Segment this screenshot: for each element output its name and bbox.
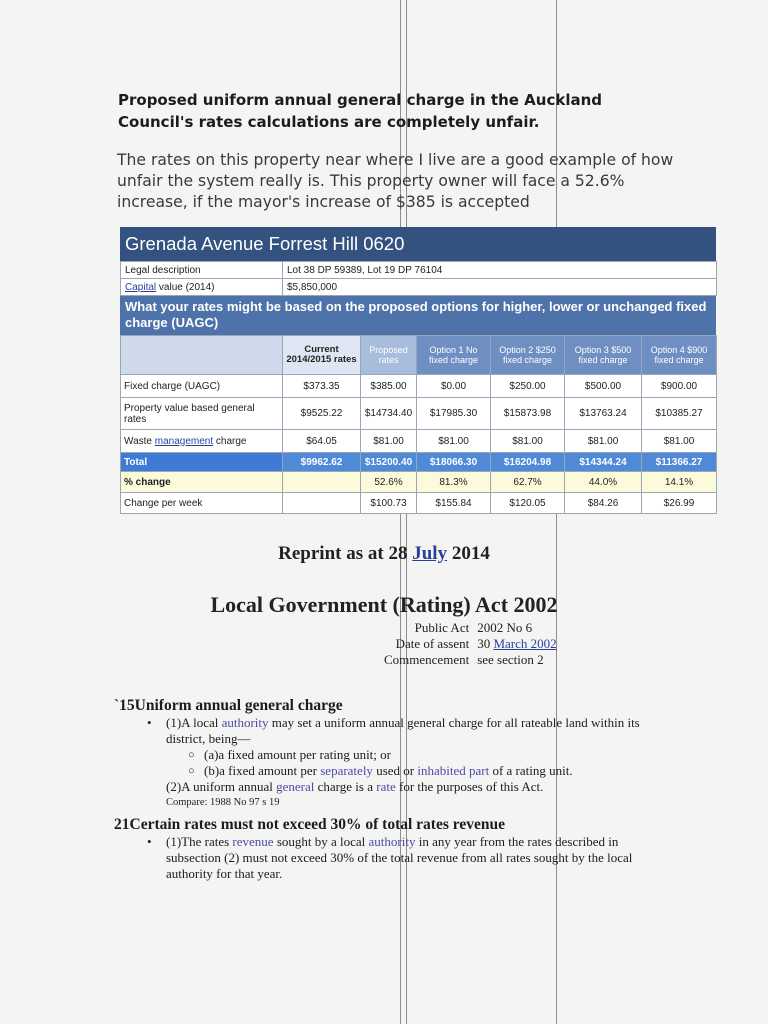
- section-15: [114, 697, 658, 810]
- s15-sub-b-b: used or: [372, 763, 418, 778]
- s15-sub-b-kw1: separately: [320, 763, 373, 778]
- section-21-heading: 21Certain rates must not exceed 30% of total rates revenue: [114, 816, 505, 833]
- legal-row: [121, 262, 717, 279]
- capital-value: $5,850,000: [283, 279, 717, 296]
- options-heading: What your rates might be based on the proposed options for higher, lower or unchanged fixed charge (UAGC): [120, 296, 716, 335]
- s15-p2-b: charge is a: [314, 779, 377, 794]
- table-cell: $81.00: [361, 430, 417, 453]
- table-cell: $18066.30: [417, 453, 491, 472]
- row-label: Change per week: [121, 493, 283, 514]
- act-meta: [380, 620, 561, 668]
- rates-summary: [120, 227, 716, 514]
- capital-label-rest: value (2014): [156, 281, 215, 293]
- column-header: Proposed rates: [361, 336, 417, 375]
- table-cell: [283, 493, 361, 514]
- public-act-row: [380, 620, 561, 636]
- capital-row: [121, 279, 717, 296]
- section-21-clause-1: [138, 834, 636, 882]
- july-link[interactable]: July: [412, 543, 448, 564]
- column-header: Option 2 $250 fixed charge: [491, 336, 565, 375]
- column-header: Option 1 No fixed charge: [417, 336, 491, 375]
- table-cell: $26.99: [642, 493, 717, 514]
- legal-label: Legal description: [121, 262, 283, 279]
- weekly-change-row: [121, 493, 717, 514]
- column-header: Option 4 $900 fixed charge: [642, 336, 717, 375]
- march-link[interactable]: March 2002: [493, 636, 557, 651]
- property-info-table: [120, 261, 717, 296]
- row-label: Fixed charge (UAGC): [121, 375, 283, 398]
- section-15-heading: `15Uniform annual general charge: [114, 697, 343, 714]
- table-cell: $81.00: [642, 430, 717, 453]
- table-cell: 14.1%: [642, 472, 717, 493]
- table-cell: 62.7%: [491, 472, 565, 493]
- s21-p1-kw1: revenue: [232, 834, 274, 849]
- s15-p2-c: for the purposes of this Act.: [395, 779, 544, 794]
- s21-p1-a: (1)The rates: [166, 834, 233, 849]
- s21-p1-kw2: authority: [368, 834, 416, 849]
- table-cell: $13763.24: [565, 398, 642, 430]
- table-cell: $9525.22: [283, 398, 361, 430]
- intro-paragraph: The rates on this property near where I live are a good example of how unfair the system really is. This property owner will face a 52.6% increase, if the mayor's increase of $385 is accepted: [117, 151, 674, 211]
- circle-bullet-icon: ○: [188, 765, 195, 777]
- capital-link[interactable]: Capital: [125, 281, 157, 293]
- table-cell: 52.6%: [361, 472, 417, 493]
- section-15-clause-2: [138, 779, 658, 795]
- table-cell: $100.73: [361, 493, 417, 514]
- percent-change-row: [121, 472, 717, 493]
- table-cell: $14344.24: [565, 453, 642, 472]
- table-cell: $81.00: [491, 430, 565, 453]
- commencement-value: see section 2: [477, 652, 544, 667]
- s21-p1-c: in any year from the rates described in subsection (2) must not exceed 30% of the total revenue from all rates sought by the local authority for that year.: [166, 834, 633, 881]
- s21-p1-b: sought by a local: [273, 834, 369, 849]
- table-cell: 44.0%: [565, 472, 642, 493]
- table-cell: $81.00: [417, 430, 491, 453]
- s15-p1-a: (1)A local: [166, 715, 222, 730]
- reprint-post: 2014: [447, 543, 490, 564]
- column-header: Option 3 $500 fixed charge: [565, 336, 642, 375]
- assent-value: [473, 636, 560, 652]
- row-label: Total: [121, 453, 283, 472]
- table-cell: $10385.27: [642, 398, 717, 430]
- table-cell: $155.84: [417, 493, 491, 514]
- table-cell: $84.26: [565, 493, 642, 514]
- total-row: [121, 453, 717, 472]
- table-cell: $81.00: [565, 430, 642, 453]
- s15-p2-a: (2)A uniform annual: [166, 779, 277, 794]
- header-blank: [121, 336, 283, 375]
- table-cell: $0.00: [417, 375, 491, 398]
- table-cell: $64.05: [283, 430, 361, 453]
- section-15-compare: Compare: 1988 No 97 s 19: [166, 797, 280, 808]
- row-label-pre: Waste: [124, 435, 155, 447]
- table-cell: $16204.98: [491, 453, 565, 472]
- bullet-icon: •: [147, 715, 152, 730]
- reprint-date: [0, 543, 768, 565]
- s15-sub-a: (a)a fixed amount per rating unit; or: [204, 747, 391, 762]
- s15-p1-b: may set a uniform annual general charge for all rateable land within its district, being—: [166, 715, 640, 746]
- management-link[interactable]: management: [154, 435, 214, 447]
- table-cell: $500.00: [565, 375, 642, 398]
- public-act-label: Public Act: [414, 620, 470, 635]
- section-15-sub-a: [138, 747, 658, 763]
- table-cell: $373.35: [283, 375, 361, 398]
- table-cell: 81.3%: [417, 472, 491, 493]
- assent-label: Date of assent: [395, 636, 470, 651]
- table-row: [121, 398, 717, 430]
- table-cell: $9962.62: [283, 453, 361, 472]
- act-title: Local Government (Rating) Act 2002: [210, 592, 558, 617]
- table-cell: $17985.30: [417, 398, 491, 430]
- table-cell: $11366.27: [642, 453, 717, 472]
- table-cell: [283, 472, 361, 493]
- commencement-row: [380, 652, 561, 668]
- s15-p1-kw: authority: [221, 715, 269, 730]
- legal-value: Lot 38 DP 59389, Lot 19 DP 76104: [283, 262, 717, 279]
- table-cell: $250.00: [491, 375, 565, 398]
- circle-bullet-icon: ○: [188, 749, 195, 761]
- capital-label: [121, 279, 283, 296]
- table-cell: $385.00: [361, 375, 417, 398]
- assent-pre: 30: [477, 636, 494, 651]
- row-label: [121, 430, 283, 453]
- options-table: [120, 335, 717, 514]
- s15-sub-b-kw2: inhabited part: [417, 763, 490, 778]
- s15-sub-b-c: of a rating unit.: [489, 763, 573, 778]
- assent-row: [380, 636, 561, 652]
- table-cell: $120.05: [491, 493, 565, 514]
- row-label: % change: [121, 472, 283, 493]
- bullet-icon: •: [147, 834, 152, 849]
- table-cell: $15873.98: [491, 398, 565, 430]
- reprint-pre: Reprint as at 28: [278, 543, 413, 564]
- public-act-value: 2002 No 6: [477, 620, 533, 635]
- section-15-sub-b: [138, 763, 658, 779]
- options-header-row: [121, 336, 717, 375]
- section-15-clause-1: [138, 715, 658, 747]
- row-label: Property value based general rates: [121, 398, 283, 430]
- page-heading: Proposed uniform annual general charge in the Auckland Council's rates calculations are completely unfair.: [118, 91, 603, 131]
- table-cell: $14734.40: [361, 398, 417, 430]
- table-row: [121, 430, 717, 453]
- property-address: Grenada Avenue Forrest Hill 0620: [120, 227, 716, 261]
- section-21: [114, 816, 658, 882]
- column-header: Current 2014/2015 rates: [283, 336, 361, 375]
- s15-p2-kw1: general: [276, 779, 315, 794]
- s15-p2-kw2: rate: [376, 779, 396, 794]
- table-row: [121, 375, 717, 398]
- table-cell: $15200.40: [361, 453, 417, 472]
- row-label-post: charge: [213, 435, 247, 447]
- s15-sub-b-a: (b)a fixed amount per: [204, 763, 321, 778]
- table-cell: $900.00: [642, 375, 717, 398]
- commencement-label: Commencement: [384, 652, 470, 667]
